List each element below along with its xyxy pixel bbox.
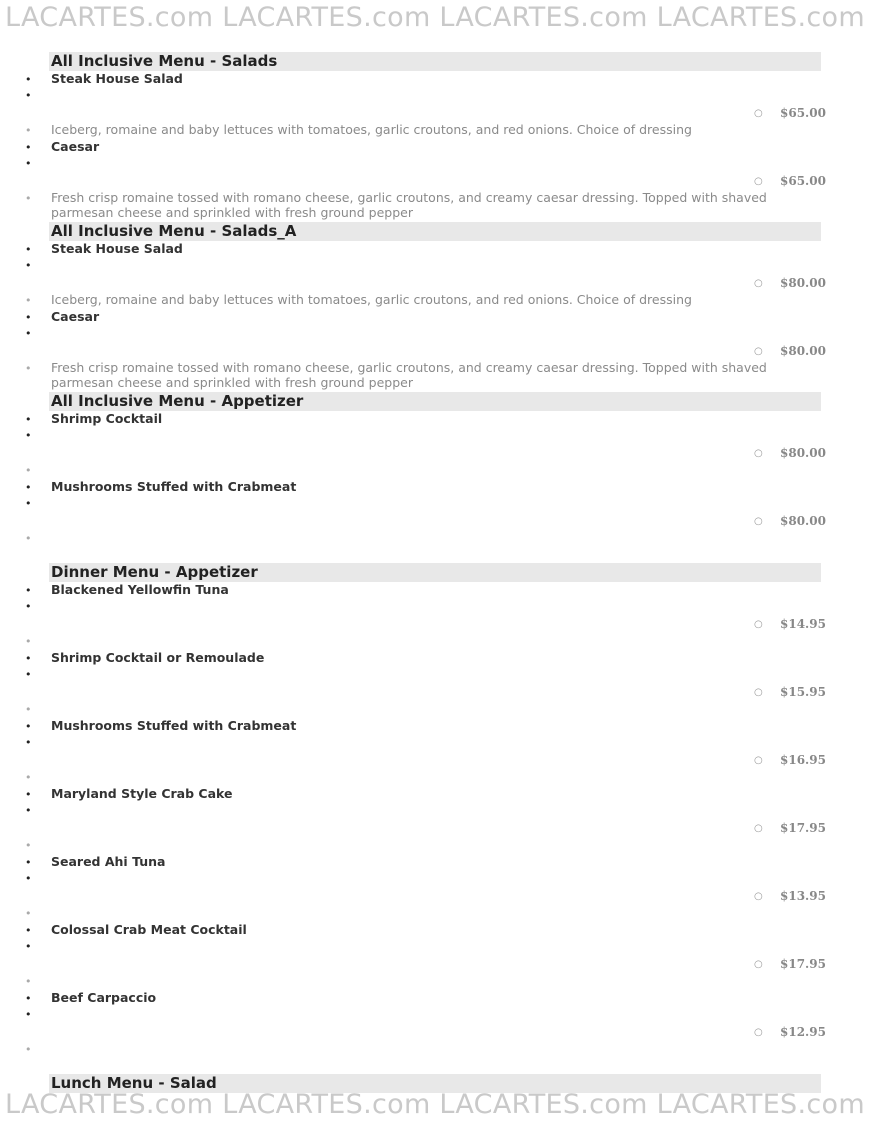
price-row xyxy=(740,343,830,359)
bullet-marker: • xyxy=(25,1008,32,1021)
bullet-marker: • xyxy=(25,497,32,510)
bullet-marker: • xyxy=(25,839,32,852)
circle-bullet-icon: ○ xyxy=(754,959,763,970)
bullet-marker: • xyxy=(25,464,32,477)
bullet-marker: • xyxy=(25,635,32,648)
bullet-marker: • xyxy=(25,600,32,613)
bullet-marker: • xyxy=(25,124,32,137)
bullet-marker: • xyxy=(25,736,32,749)
price-row xyxy=(740,616,830,632)
menu-item-name: Steak House Salad xyxy=(51,241,183,256)
menu-item-name: Seared Ahi Tuna xyxy=(51,854,166,869)
bullet-marker: • xyxy=(25,872,32,885)
price-row xyxy=(740,1024,830,1040)
menu-item-price: $14.95 xyxy=(780,617,826,631)
bullet-marker: • xyxy=(25,771,32,784)
menu-item-description: Fresh crisp romaine tossed with romano cheese, garlic croutons, and creamy caesar dressing. Topped with shaved parmesan cheese and sprinkled with fresh ground pepper xyxy=(51,360,767,390)
bullet-marker: • xyxy=(25,243,32,256)
bullet-marker: • xyxy=(25,1043,32,1056)
bullet-marker: • xyxy=(25,413,32,426)
bullet-marker: • xyxy=(25,907,32,920)
menu-item-name: Maryland Style Crab Cake xyxy=(51,786,233,801)
bullet-marker: • xyxy=(25,481,32,494)
price-row xyxy=(740,513,830,529)
section-header: Dinner Menu - Appetizer xyxy=(49,563,821,582)
menu-item-name: Steak House Salad xyxy=(51,71,183,86)
watermark-top: LACARTES.com LACARTES.com LACARTES.com LACARTES.com xyxy=(5,2,865,33)
bullet-marker: • xyxy=(25,668,32,681)
bullet-marker: • xyxy=(25,788,32,801)
menu-item-price: $80.00 xyxy=(780,446,826,460)
menu-item-name: Mushrooms Stuffed with Crabmeat xyxy=(51,479,297,494)
menu-item-description: Iceberg, romaine and baby lettuces with tomatoes, garlic croutons, and red onions. Choice of dressing xyxy=(51,122,692,137)
bullet-marker: • xyxy=(25,192,32,205)
menu-item-price: $17.95 xyxy=(780,957,826,971)
price-row xyxy=(740,275,830,291)
bullet-marker: • xyxy=(25,720,32,733)
price-row xyxy=(740,173,830,189)
bullet-marker: • xyxy=(25,703,32,716)
menu-item-name: Colossal Crab Meat Cocktail xyxy=(51,922,247,937)
circle-bullet-icon: ○ xyxy=(754,891,763,902)
price-row xyxy=(740,752,830,768)
price-row xyxy=(740,956,830,972)
bullet-marker: • xyxy=(25,532,32,545)
circle-bullet-icon: ○ xyxy=(754,687,763,698)
bullet-marker: • xyxy=(25,992,32,1005)
menu-item-name: Caesar xyxy=(51,139,100,154)
bullet-marker: • xyxy=(25,157,32,170)
menu-item-price: $65.00 xyxy=(780,106,826,120)
circle-bullet-icon: ○ xyxy=(754,278,763,289)
watermark-bottom: LACARTES.com LACARTES.com LACARTES.com LACARTES.com xyxy=(5,1089,865,1120)
menu-item-name: Beef Carpaccio xyxy=(51,990,157,1005)
menu-item-price: $13.95 xyxy=(780,889,826,903)
bullet-marker: • xyxy=(25,856,32,869)
price-row xyxy=(740,684,830,700)
bullet-marker: • xyxy=(25,584,32,597)
bullet-marker: • xyxy=(25,327,32,340)
menu-item-price: $80.00 xyxy=(780,344,826,358)
menu-item-price: $80.00 xyxy=(780,276,826,290)
bullet-marker: • xyxy=(25,73,32,86)
circle-bullet-icon: ○ xyxy=(754,619,763,630)
bullet-marker: • xyxy=(25,89,32,102)
bullet-marker: • xyxy=(25,141,32,154)
circle-bullet-icon: ○ xyxy=(754,108,763,119)
circle-bullet-icon: ○ xyxy=(754,346,763,357)
menu-item-name: Shrimp Cocktail xyxy=(51,411,163,426)
menu-item-price: $80.00 xyxy=(780,514,826,528)
menu-item-name: Blackened Yellowfin Tuna xyxy=(51,582,229,597)
circle-bullet-icon: ○ xyxy=(754,823,763,834)
menu-item-description: Fresh crisp romaine tossed with romano cheese, garlic croutons, and creamy caesar dressing. Topped with shaved parmesan cheese and sprinkled with fresh ground pepper xyxy=(51,190,767,220)
circle-bullet-icon: ○ xyxy=(754,516,763,527)
bullet-marker: • xyxy=(25,429,32,442)
menu-item-name: Caesar xyxy=(51,309,100,324)
circle-bullet-icon: ○ xyxy=(754,176,763,187)
menu-item-price: $16.95 xyxy=(780,753,826,767)
bullet-marker: • xyxy=(25,311,32,324)
bullet-marker: • xyxy=(25,940,32,953)
bullet-marker: • xyxy=(25,652,32,665)
bullet-marker: • xyxy=(25,804,32,817)
section-header: Lunch Menu - Salad xyxy=(49,1074,821,1093)
menu-item-price: $17.95 xyxy=(780,821,826,835)
bullet-marker: • xyxy=(25,294,32,307)
menu-item-price: $12.95 xyxy=(780,1025,826,1039)
price-row xyxy=(740,820,830,836)
section-header: All Inclusive Menu - Salads xyxy=(49,52,821,71)
price-row xyxy=(740,445,830,461)
circle-bullet-icon: ○ xyxy=(754,755,763,766)
menu-item-name: Shrimp Cocktail or Remoulade xyxy=(51,650,265,665)
price-row xyxy=(740,105,830,121)
section-header: All Inclusive Menu - Salads_A xyxy=(49,222,821,241)
menu-item-name: Mushrooms Stuffed with Crabmeat xyxy=(51,718,297,733)
menu-item-price: $65.00 xyxy=(780,174,826,188)
section-header: All Inclusive Menu - Appetizer xyxy=(49,392,821,411)
bullet-marker: • xyxy=(25,362,32,375)
bullet-marker: • xyxy=(25,924,32,937)
menu-item-price: $15.95 xyxy=(780,685,826,699)
bullet-marker: • xyxy=(25,259,32,272)
bullet-marker: • xyxy=(25,975,32,988)
circle-bullet-icon: ○ xyxy=(754,1027,763,1038)
price-row xyxy=(740,888,830,904)
menu-item-description: Iceberg, romaine and baby lettuces with tomatoes, garlic croutons, and red onions. Choice of dressing xyxy=(51,292,692,307)
circle-bullet-icon: ○ xyxy=(754,448,763,459)
